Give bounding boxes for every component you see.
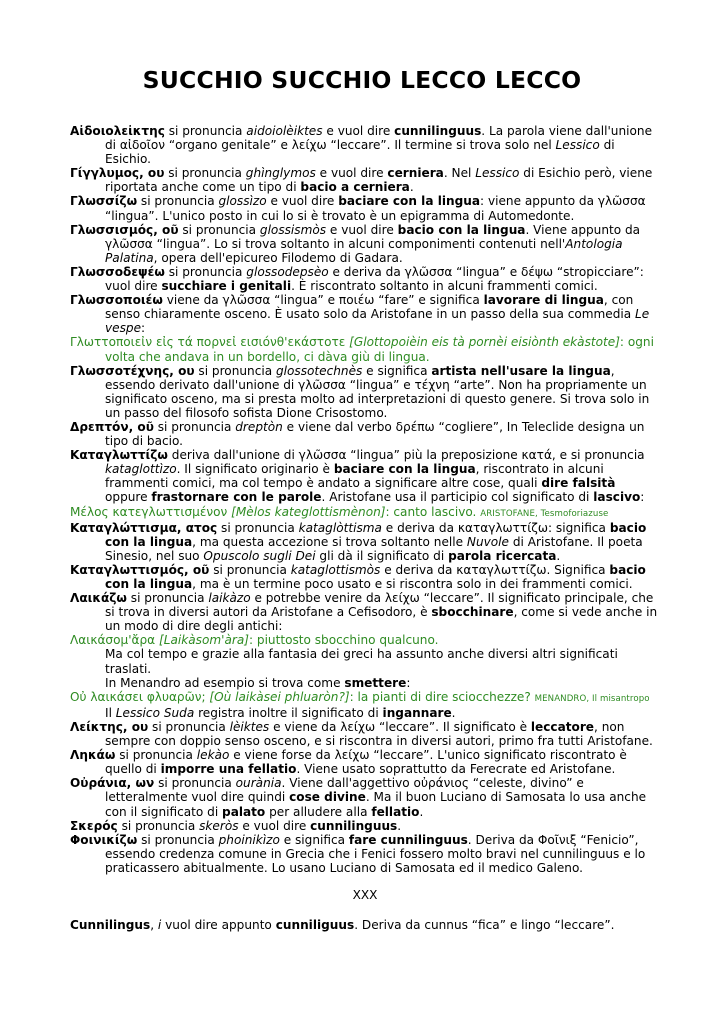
entry-text: si pronuncia [164,264,247,279]
entry-italic: Nuvole [466,534,509,549]
entry-text: si pronuncia [178,222,260,237]
entry-term: Οὐράνια, ων [70,776,155,791]
entry-italic: Opuscolo sugli Dei [203,548,316,563]
entry-meaning: cunnilinguus [310,818,398,833]
entry-pronunciation: dreptòn [235,419,283,434]
quotation-greek: Γλωττοποιεἰν εἰς τά πορνεἰ εισιόνθ'εκάστοτε [70,335,350,350]
entry-text: si pronuncia [164,166,246,181]
glossary-entry [70,223,660,265]
entry-text: per alludere alla [265,804,372,819]
entry-meaning: parola ricercata [448,548,557,563]
entry-meaning: ingannare [382,705,452,720]
entry-text: . Ma il buon Luciano di Samosata lo usa anche con il significato di [105,790,647,819]
entry-meaning: baciare con la lingua [338,194,481,209]
quotation-greek: Οὐ λαικάσει φλυαρῶν; [70,689,210,704]
entry-text: si pronuncia [115,748,197,763]
entry-text: registra inoltre il significato di [194,705,383,720]
continuation-paragraph [70,706,660,720]
entry-text: In Menandro ad esempio si trova come [105,675,345,690]
entry-text: . La parola viene dall'unione di αἰδοῖον “organo genitale” e λείχω “leccare”. Il termine si trova solo nel [105,124,653,153]
entry-meaning: leccatore [530,719,595,734]
glossary-entry [70,293,660,335]
quotation [70,505,660,521]
entry-meaning: lascivo [593,490,641,505]
quotation [70,335,660,363]
entry-term: Γλωσσοποιέω [70,293,163,308]
glossary-entry [70,364,660,420]
entry-pronunciation: aidoiolèiktes [246,124,323,138]
entry-term: Γλωσσοτέχνης, ου [70,363,195,378]
entry-text: , riscontrato in alcuni frammenti comici, ma col tempo è andato a significare altre cose, quali [105,462,604,491]
entry-text: si pronuncia [209,562,291,577]
entry-text: di Esichio. [105,138,615,167]
entry-text: deriva dall'unione di γλῶσσα “lingua” più la preposizione κατά, e si pronuncia [167,448,645,463]
entry-pronunciation: lèiktes [229,719,270,734]
entry-text: e significa [362,363,432,378]
entry-text: e vuol dire [238,818,311,833]
entry-meaning: cose divine [289,790,366,805]
entry-text: . [419,804,424,819]
entry-text: . Viene usato soprattutto da Ferecrate ed Aristofane. [296,762,616,777]
quotation-translation: : la pianti di dire sciocchezze? [349,689,535,704]
glossary-entry [70,265,660,293]
entry-text: e deriva da καταγλωττίζω. Significa [380,562,610,577]
entry-text: e deriva da γλῶσσα “lingua” e δέψω “stropicciare”: vuol dire [105,264,644,294]
entry-text: e viene da λείχω “leccare”. Il significato è [269,719,531,734]
entry-meaning: bacio con la lingua [105,562,646,591]
entry-text: si pronuncia [117,818,200,833]
entry-text: si pronuncia [137,194,219,209]
entry-meaning: imporre una fellatio [160,762,297,777]
closing-entry [70,918,660,932]
entry-text: e significa [279,832,349,847]
glossary-entry [70,720,660,748]
quotation-translation: : canto lascivo. [385,504,481,519]
entry-text: , essendo derivato dall'unione di γλῶσσα “lingua” e τέχνη “arte”. Non ha propriamente un significato osceno, ma si presta molto ad interpretazioni di questo genere. Si trova solo in un passo del filosofo sofista Dione Crisostomo. [105,363,650,420]
quotation-translation: : piuttosto sbocchino qualcuno. [248,633,439,648]
entry-text: di Aristofane. Il poeta Sinesio, nel suo [105,534,643,563]
entry-text: si pronuncia [217,520,299,535]
entry-text: : [141,321,146,336]
entry-term: Cunnilingus [70,918,151,933]
entry-text: Il [105,705,116,720]
entry-meaning: cerniera [387,166,444,181]
continuation-paragraph [70,676,660,690]
quotation-transliteration: [Laikàsom'àra] [159,633,249,648]
entry-pronunciation: ourània [235,776,282,791]
entry-term: Λείκτης, ου [70,719,149,734]
entry-text: . Viene appunto da γλῶσσα “lingua”. Lo si trova soltanto in alcuni componimenti contenuti nell' [105,222,641,251]
entry-text: , con senso chiaramente osceno. È usato solo da Aristofane in un passo della sua commedia [105,293,636,322]
entry-text: . Deriva da Φοῖνιξ “Fenicio”, essendo credenza comune in Grecia che i Fenici fossero molto bravi nel cunnilinguus e lo praticassero abitualmente. Lo usano Luciano di Samosata ed il medico Galeno. [105,832,646,875]
entry-pronunciation: phoinikìzo [218,832,280,847]
glossary-entry [70,420,660,448]
entry-text: : viene appunto da γλῶσσα “lingua”. L'unico posto in cui lo si è trovato è un epigramma di Automedonte. [105,194,646,223]
entry-term: Αἰδοιολεἰκτης [70,124,165,138]
entry-term: Καταγλωττίζω [70,448,168,463]
entry-pronunciation: glossismòs [259,222,327,237]
entry-term: Δρεπτόν, οῦ [70,419,154,434]
section-separator: XXX [352,887,378,902]
glossary-entry [70,563,660,591]
entry-meaning: palato [222,804,266,819]
entry-term: Λαικάζω [70,591,127,606]
entry-text: si pronuncia [137,832,219,847]
quotation-greek: Λαικάσομ'ἄρα [70,633,159,648]
entry-meaning: fellatio [371,804,420,819]
quotation-transliteration: [Où laikàsei phluaròn?] [209,689,350,704]
entry-text: . È riscontrato soltanto in alcuni frammenti comici. [291,279,598,294]
glossary-entry [70,776,660,818]
entry-italic: Lessico [555,138,600,153]
entry-text: : [640,490,645,505]
entry-meaning: sbocchinare [431,605,514,620]
entry-term: Καταγλωττισμός, οῦ [70,562,210,577]
entry-term: Καταγλώττισμα, ατος [70,520,218,535]
entry-text: si pronuncia [154,776,236,791]
entry-text: . [556,548,561,563]
quotation [70,633,660,647]
entry-term: Γλωσσίζω [70,194,138,209]
entry-italic: Le vespe [105,307,650,336]
entry-text: oppure [105,490,152,505]
entry-pronunciation: kataglottìzo [105,462,177,477]
entry-text: si pronuncia [148,719,230,734]
entry-text: viene da γλῶσσα “lingua” e ποιέω “fare” e significa [162,293,484,308]
entry-pronunciation: laikàzo [208,591,251,606]
entry-text: . Viene dall'aggettivo οὐράνιος “celeste, divino” e letteralmente vuol dire quindi [105,776,584,805]
entry-term: Γλωσσισμός, οῦ [70,222,179,237]
glossary-entry [70,194,660,222]
entry-meaning: dire falsità [541,476,616,491]
entry-pronunciation: kataglòttisma [298,520,382,535]
entry-text: , [150,918,158,933]
glossary-body [70,124,660,932]
entry-text: vuol dire appunto [161,918,276,933]
entry-text: , come si vede anche in un modo di dire degli antichi: [105,605,658,634]
entry-meaning: bacio con la lingua [105,520,647,549]
entry-meaning: succhiare i genitali [161,279,292,294]
entry-text: e deriva da καταγλωττίζω: significa [381,520,610,535]
entry-text: si pronuncia [194,363,276,378]
entry-term: Ληκάω [70,748,116,763]
entry-text: . Nel [443,166,476,181]
entry-text: , opera dell'epicureo Filodemo di Gadara. [153,250,403,265]
entry-term: Σκερός [70,818,118,833]
entry-meaning: bacio a cerniera [300,180,410,195]
quotation-translation: : ogni volta che andava in un bordello, ci dàva giù di lingua. [105,335,654,364]
glossary-entry [70,448,660,504]
entry-text: . Deriva da cunnus “fica” e lingo “leccare”. [354,918,615,933]
quotation [70,690,660,706]
entry-text: e vuol dire [266,194,339,209]
entry-text: . [397,818,402,833]
glossary-entry [70,819,660,833]
entry-meaning: frastornare con le parole [151,490,322,505]
glossary-entry [70,833,660,875]
entry-text: . [451,705,456,720]
entry-pronunciation: lekào [196,748,230,763]
entry-meaning: cunniliguus [275,918,355,933]
entry-text: . [409,180,414,195]
entry-text: di Esichio però, viene riportata anche come un tipo di [105,166,653,195]
entry-pronunciation: glossodepsèo [246,264,329,279]
entry-term: Φοινικίζω [70,832,138,847]
quotation-transliteration: [Glottopoièin eis tà pornèi eisiònth ekàstote] [349,335,620,350]
entry-text: . Aristofane usa il participio col significato di [321,490,594,505]
entry-pronunciation: glossotechnès [275,363,363,378]
quotation-greek: Μέλος κατεγλωττισμένον [70,504,232,519]
entry-text: e viene dal verbo δρέπω “cogliere”, In Teleclide designa un tipo di bacio. [105,419,645,449]
entry-text: : [406,675,411,690]
entry-text: , ma è un termine poco usato e si riscontra solo in dei frammenti comici. [192,577,633,591]
entry-text: , ma questa accezione si trova soltanto nelle [192,534,467,549]
entry-text: e viene forse da λείχω “leccare”. L'unico significato riscontrato è quello di [105,748,627,777]
page-title: SUCCHIO SUCCHIO LECCO LECCO [142,66,582,94]
entry-italic: Lessico Suda [115,705,195,720]
glossary-entry [70,591,660,633]
entry-text: . Il significato originario è [176,462,334,477]
entry-meaning: smettere [344,675,407,690]
entry-term: Γλωσσοδεψέω [70,264,165,279]
entry-text: e potrebbe venire da λείχω “leccare”. Il significato principale, che si trova in diversi autori da Aristofane a Cefisodoro, è [105,591,654,620]
entry-italic: i [157,918,162,933]
glossary-entry [70,521,660,563]
entry-text: si pronuncia [164,124,247,138]
quotation-source: ARISTOFANE, Tesmoforiazuse [480,508,609,519]
entry-text: gli dà il significato di [315,548,449,563]
glossary-entry [70,748,660,776]
entry-term: Γίγγλυμος, ου [70,166,165,181]
quotation-source: MENANDRO, Il misantropo [534,693,650,704]
glossary-entry [70,166,660,194]
entry-text: Ma col tempo e grazie alla fantasia dei greci ha assunto anche diversi altri significati traslati. [105,647,618,676]
continuation-paragraph [70,647,660,675]
entry-text: e vuol dire [322,124,395,138]
entry-pronunciation: glossìzo [218,194,267,209]
entry-pronunciation: skeròs [199,818,239,833]
entry-text: si pronuncia [126,591,209,606]
entry-text: , non sempre con doppio senso osceno, e si riscontra in diversi autori, primo fra tutti Aristofane. [105,719,653,749]
quotation-transliteration: [Mèlos kateglottismènon] [231,504,386,519]
entry-text: e vuol dire [326,222,398,237]
entry-italic: Lessico [475,166,520,181]
entry-text: si pronuncia [153,419,236,434]
entry-pronunciation: ghìnglymos [245,166,316,181]
entry-pronunciation: kataglottismòs [290,562,381,577]
entry-meaning: cunnilinguus [394,124,482,138]
entry-meaning: lavorare di lingua [483,293,604,308]
entry-meaning: artista nell'usare la lingua [431,363,611,378]
entry-meaning: bacio con la lingua [397,222,526,237]
entry-meaning: fare cunnilinguus [348,832,468,847]
entry-italic: Antologia Palatina [105,236,623,265]
glossary-entry [70,124,660,166]
entry-meaning: baciare con la lingua [333,462,476,477]
entry-text: e vuol dire [315,166,388,181]
